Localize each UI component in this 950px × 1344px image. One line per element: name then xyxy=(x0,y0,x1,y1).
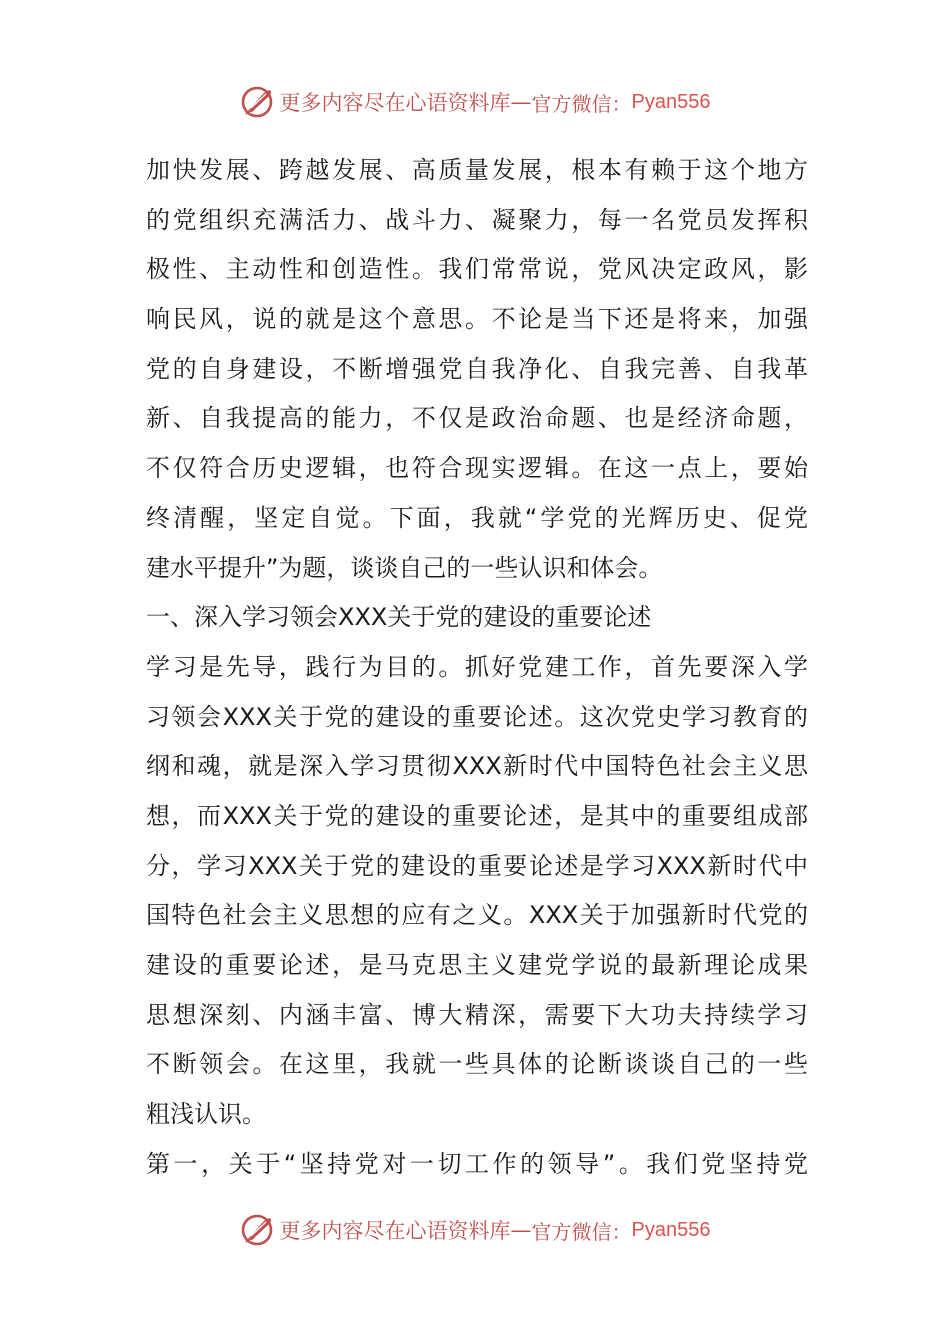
watermark-site-text: 更多内容尽在心语资料库 xyxy=(279,91,511,115)
document-body xyxy=(146,146,808,1189)
watermark-wechat-label: 官方微信： xyxy=(531,91,632,116)
body-line: 习领会XXX关于党的建设的重要论述。这次党史学习教育的 xyxy=(146,702,808,731)
watermark-header xyxy=(0,82,950,122)
watermark-dash: — xyxy=(510,90,532,114)
watermark-footer xyxy=(0,1210,950,1250)
quill-logo-icon xyxy=(240,1212,276,1248)
body-line: 终清醒，坚定自觉。下面，我就“学党的光辉历史、促党 xyxy=(146,503,808,532)
body-line: 思想深刻、内涵丰富、博大精深，需要下大功夫持续学习 xyxy=(146,1000,808,1029)
body-line: 纲和魂，就是深入学习贯彻XXX新时代中国特色社会主义思 xyxy=(146,752,808,781)
body-line: 第一，关于“坚持党对一切工作的领导”。我们党坚持党 xyxy=(146,1149,808,1178)
watermark-dash: — xyxy=(510,1218,532,1242)
body-line: 建水平提升”为题，谈谈自己的一些认识和体会。 xyxy=(146,553,663,582)
body-line: 加快发展、跨越发展、高质量发展，根本有赖于这个地方 xyxy=(146,156,808,184)
body-line: 极性、主动性和创造性。我们常常说，党风决定政风，影 xyxy=(146,255,808,284)
body-line: 的党组织充满活力、战斗力、凝聚力，每一名党员发挥积 xyxy=(146,205,808,234)
body-line: 学习是先导，践行为目的。抓好党建工作，首先要深入学 xyxy=(146,652,808,681)
section-heading: 一、深入学习领会XXX关于党的建设的重要论述 xyxy=(146,603,652,632)
watermark-wechat-id: Pyan556 xyxy=(631,90,711,113)
body-line: 党的自身建设，不断增强党自我净化、自我完善、自我革 xyxy=(146,354,808,383)
body-line: 国特色社会主义思想的应有之义。XXX关于加强新时代党的 xyxy=(146,901,808,930)
body-line: 不仅符合历史逻辑，也符合现实逻辑。在这一点上，要始 xyxy=(146,454,808,483)
body-line: 建设的重要论述，是马克思主义建党学说的最新理论成果 xyxy=(146,951,808,979)
watermark-wechat-id: Pyan556 xyxy=(631,1218,711,1241)
body-line: 新、自我提高的能力，不仅是政治命题、也是经济命题， xyxy=(146,404,808,433)
body-line: 粗浅认识。 xyxy=(146,1100,266,1129)
body-line: 想，而XXX关于党的建设的重要论述，是其中的重要组成部 xyxy=(146,801,808,830)
quill-logo-icon xyxy=(240,84,276,120)
watermark-wechat-label: 官方微信： xyxy=(531,1219,632,1244)
body-line: 响民风，说的就是这个意思。不论是当下还是将来，加强 xyxy=(146,305,808,334)
body-line: 分，学习XXX关于党的建设的重要论述是学习XXX新时代中 xyxy=(146,851,808,880)
body-line: 不断领会。在这里，我就一些具体的论断谈谈自己的一些 xyxy=(146,1050,808,1079)
watermark-site-text: 更多内容尽在心语资料库 xyxy=(279,1219,511,1243)
